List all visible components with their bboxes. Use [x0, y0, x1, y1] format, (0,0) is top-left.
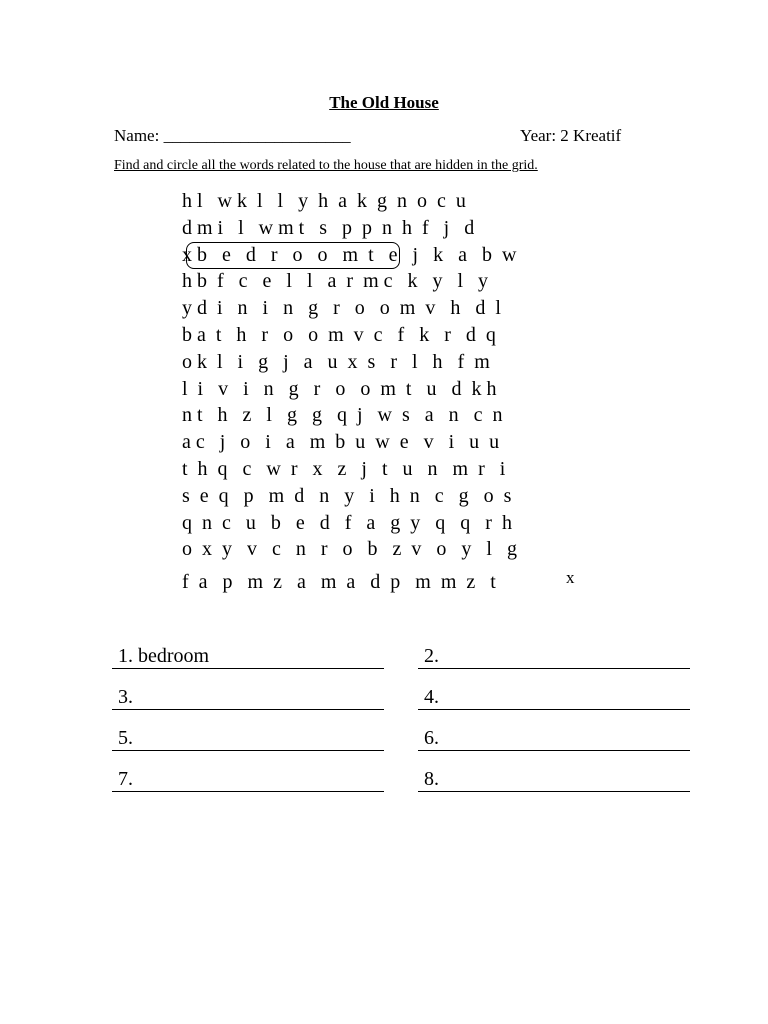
- grid-row: l i v i n g r o o m t u d k h: [182, 377, 497, 400]
- year-label: Year: 2 Kreatif: [520, 126, 622, 145]
- grid-row: x b e d r o o m t e j k a b w: [182, 243, 517, 266]
- answer-line-2[interactable]: 2.: [418, 644, 690, 669]
- answer-line-3[interactable]: 3.: [112, 685, 384, 710]
- grid-row: d m i l w m t s p p n h f j d: [182, 216, 475, 239]
- instructions-text: Find and circle all the words related to the house that are hidden in the grid.: [114, 158, 538, 173]
- grid-row: n t h z l g g q j w s a n c n: [182, 404, 503, 427]
- grid-row: y d i n i n g r o o m v h d l: [182, 297, 501, 320]
- circled-word-bedroom: [186, 242, 400, 269]
- grid-row: h b f c e l l a r m c k y l y: [182, 270, 489, 293]
- grid-row: f a p m z a m a d p m m z t: [182, 571, 496, 594]
- answer-line-4[interactable]: 4.: [418, 685, 690, 710]
- grid-row: a c j o i a m b u w e v i u u: [182, 431, 500, 454]
- answer-line-6[interactable]: 6.: [418, 726, 690, 751]
- grid-row: s e q p m d n y i h n c g o s: [182, 484, 512, 507]
- grid-row: o k l i g j a u x s r l h f m: [182, 350, 490, 373]
- grid-row: o x y v c n r o b z v o y l g: [182, 538, 517, 561]
- name-field-label: Name: ______________________: [114, 126, 351, 145]
- answer-line-5[interactable]: 5.: [112, 726, 384, 751]
- grid-row: t h q c w r x z j t u n m r i: [182, 457, 506, 480]
- answer-line-1[interactable]: 1. bedroom: [112, 644, 384, 669]
- grid-row: b a t h r o o m v c f k r d q: [182, 323, 496, 346]
- grid-row: h l w k l l y h a k g n o c u: [182, 190, 466, 212]
- worksheet-title: The Old House: [329, 93, 439, 112]
- answer-line-7[interactable]: 7.: [112, 767, 384, 792]
- grid-row: q n c u b e d f a g y q q r h: [182, 511, 512, 534]
- answer-line-8[interactable]: 8.: [418, 767, 690, 792]
- grid-extra-letter: x: [566, 568, 575, 587]
